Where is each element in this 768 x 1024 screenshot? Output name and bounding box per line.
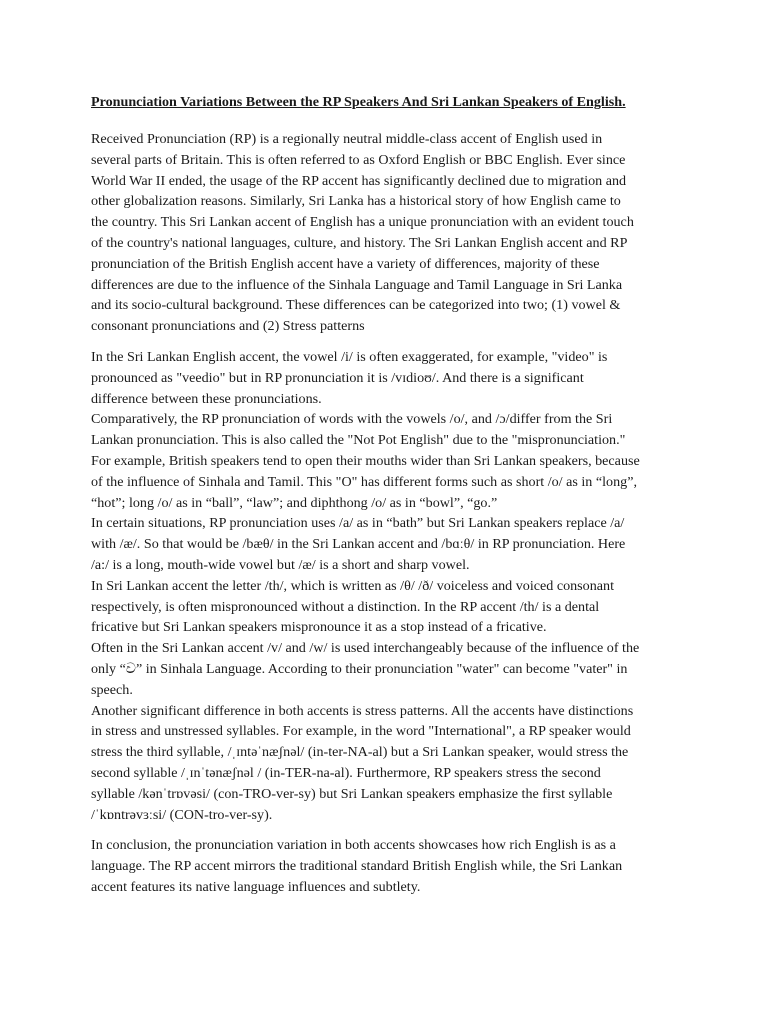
text-line: of the influence of Sinhala and Tamil. This "O" has different forms such as short /o/ as in “long”, [91, 473, 637, 490]
text-line: /ˈkɒntrəvɜːsi/ (CON-tro-ver-sy). [91, 806, 273, 823]
text-line: “hot”; long /o/ as in “ball”, “law”; and diphthong /o/ as in “bowl”, “go.” [91, 494, 498, 511]
text-line: pronounced as "veedio" but in RP pronunciation it is /vɪdioʊ/. And there is a significant [91, 369, 584, 386]
text-line: In certain situations, RP pronunciation uses /a/ as in “bath” but Sri Lankan speakers replace /a/ [91, 515, 625, 532]
text-line: difference between these pronunciations. [91, 390, 322, 407]
text-line: and its socio-cultural background. These differences can be categorized into two; (1) vowel & [91, 297, 621, 314]
text-line: the country. This Sri Lankan accent of English has a unique pronunciation with an evident touch [91, 214, 634, 231]
intro-paragraph [91, 129, 687, 337]
text-line: other globalization reasons. Similarly, Sri Lanka has a historical story of how English came to [91, 193, 621, 210]
text-line: consonant pronunciations and (2) Stress patterns [91, 318, 365, 335]
text-line: with /æ/. So that would be /bæθ/ in the Sri Lankan accent and /bɑːθ/ in RP pronunciation. Here [91, 536, 626, 553]
text-line: several parts of Britain. This is often referred to as Oxford English or BBC English. Ever since [91, 151, 626, 168]
text-line: fricative but Sri Lankan speakers mispronounce it as a stop instead of a fricative. [91, 619, 547, 636]
text-line: respectively, is often mispronounced without a distinction. In the RP accent /th/ is a dental [91, 598, 600, 615]
body-paragraph [91, 347, 687, 825]
text-line: Comparatively, the RP pronunciation of words with the vowels /o/, and /ɔ/differ from the Sri [91, 411, 613, 428]
text-line: accent features its native language influences and subtlety. [91, 878, 421, 895]
text-line: syllable /kənˈtrɒvəsi/ (con-TRO-ver-sy) but Sri Lankan speakers emphasize the first syllable [91, 785, 613, 802]
text-line: language. The RP accent mirrors the traditional standard British English while, the Sri Lankan [91, 858, 623, 875]
text-line: In Sri Lankan accent the letter /th/, which is written as /θ/ /ð/ voiceless and voiced consonant [91, 577, 614, 594]
text-line: In the Sri Lankan English accent, the vowel /i/ is often exaggerated, for example, "video" is [91, 348, 608, 365]
text-line: World War II ended, the usage of the RP accent has significantly declined due to migration and [91, 172, 627, 189]
text-line: Often in the Sri Lankan accent /v/ and /w/ is used interchangeably because of the influence of the [91, 640, 640, 657]
text-line: differences are due to the influence of the Sinhala Language and Tamil Language in Sri Lanka [91, 276, 623, 293]
text-line: pronunciation of the British English accent have a variety of differences, majority of these [91, 255, 600, 272]
text-line: For example, British speakers tend to open their mouths wider than Sri Lankan speakers, because [91, 452, 640, 469]
text-line: Received Pronunciation (RP) is a regionally neutral middle-class accent of English used in [91, 131, 603, 147]
document-page [91, 92, 687, 905]
text-line: /a:/ is a long, mouth-wide vowel but /æ/ is a short and sharp vowel. [91, 556, 470, 573]
text-line: stress the third syllable, /ˌɪntəˈnæʃnəl/ (in-ter-NA-al) but a Sri Lankan speaker, would stress the [91, 744, 629, 761]
document-title: Pronunciation Variations Between the RP Speakers And Sri Lankan Speakers of English. [91, 94, 626, 110]
text-line: in stress and unstressed syllables. For example, in the word "International", a RP speaker would [91, 723, 631, 740]
text-line: speech. [91, 681, 133, 698]
text-line: of the country's national languages, culture, and history. The Sri Lankan English accent and RP [91, 234, 628, 251]
text-line: only “ව” in Sinhala Language. According to their pronunciation "water" can become "vater" in [91, 660, 628, 677]
text-line: In conclusion, the pronunciation variation in both accents showcases how rich English is as a [91, 837, 616, 854]
text-line: Another significant difference in both accents is stress patterns. All the accents have distinctions [91, 702, 634, 719]
text-line: Lankan pronunciation. This is also called the "Not Pot English" due to the "mispronunciation." [91, 432, 626, 449]
conclusion-paragraph [91, 835, 687, 897]
text-line: second syllable /ˌɪnˈtənæʃnəl / (in-TER-na-al). Furthermore, RP speakers stress the second [91, 764, 601, 781]
